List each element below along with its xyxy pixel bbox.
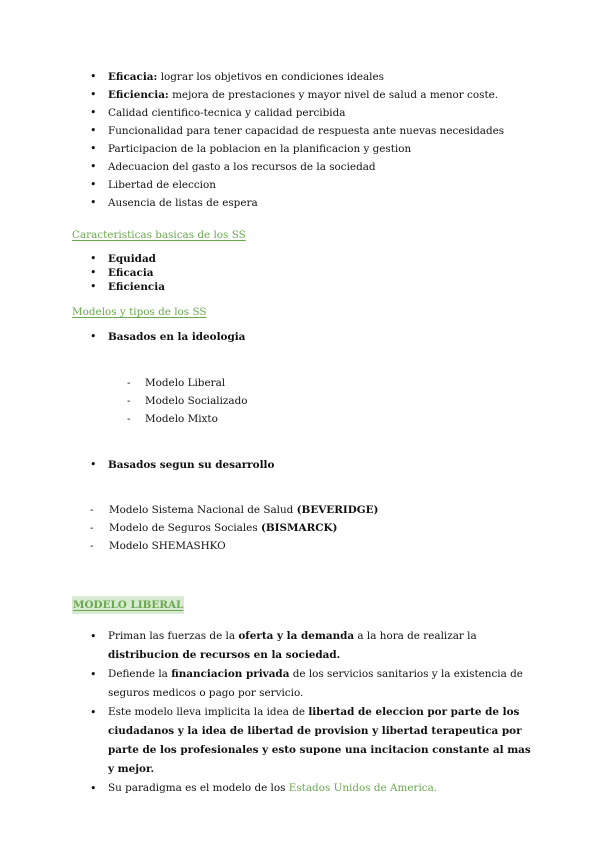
list-item: • Adecuacion del gasto a los recursos de la sociedad [0,158,600,176]
list-item: • Participacion de la poblacion en la planificacion y gestion [0,140,600,158]
list-item: • Eficacia [0,266,600,280]
list-item: • Ausencia de listas de espera [0,194,600,212]
list-item: - Modelo Mixto [0,410,600,428]
list-item: - Modelo Liberal [0,374,600,392]
list-item: • Eficacia: lograr los objetivos en condiciones ideales [0,68,600,86]
ideology-models-list [0,374,600,428]
list-item: • Calidad cientifico-tecnica y calidad percibida [0,104,600,122]
list-item: - Modelo de Seguros Sociales (BISMARCK) [0,519,600,537]
list-item: • Basados segun su desarrollo [0,456,600,474]
list-item: • Su paradigma es el modelo de los Estados Unidos de America. [0,779,600,798]
liberal-model-list [0,627,600,798]
development-heading-list [0,456,600,474]
development-models-list [0,501,600,555]
section-heading-models: Modelos y tipos de los SS [72,306,207,318]
list-item: - Modelo Socializado [0,392,600,410]
section-heading-basic: Caracteristicas basicas de los SS [72,229,246,241]
list-item: • Eficiencia [0,280,600,294]
list-item: • Basados en la ideologia [0,328,600,346]
list-item: • Eficiencia: mejora de prestaciones y mayor nivel de salud a menor coste. [0,86,600,104]
list-item: • Este modelo lleva implicita la idea de libertad de eleccion por parte de los ciudadanos y la idea de libertad de provision y libertad terapeutica por parte de los profesionales y esto supone una incitacion constante al mas y mejor. [0,703,600,779]
list-item: - Modelo SHEMASHKO [0,537,600,555]
ideology-heading-list [0,328,600,346]
list-item: - Modelo Sistema Nacional de Salud (BEVERIDGE) [0,501,600,519]
green-highlight-text: Estados Unidos de America. [288,782,438,794]
basic-characteristics-list [0,252,600,294]
intro-bullet-list [0,68,600,212]
section-heading-liberal: MODELO LIBERAL [72,596,184,614]
list-item: • Equidad [0,252,600,266]
list-item: • Libertad de eleccion [0,176,600,194]
list-item: • Priman las fuerzas de la oferta y la demanda a la hora de realizar la distribucion de recursos en la sociedad. [0,627,600,665]
list-item: • Defiende la financiacion privada de los servicios sanitarios y la existencia de seguros medicos o pago por servicio. [0,665,600,703]
list-item: • Funcionalidad para tener capacidad de respuesta ante nuevas necesidades [0,122,600,140]
